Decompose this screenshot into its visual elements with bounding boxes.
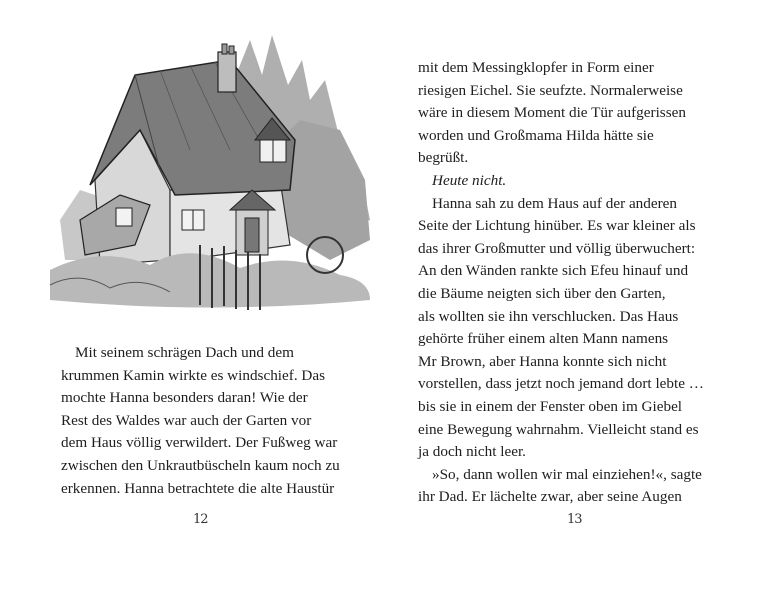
page-number-right: 13 (567, 512, 582, 527)
text-line: Heute nicht. (432, 171, 507, 189)
cottage-illustration (40, 30, 380, 320)
text-line: mochte Hanna besonders daran! Wie der (61, 389, 308, 407)
text-line: Mr Brown, aber Hanna konnte sich nicht (418, 352, 667, 370)
text-line: ja doch nicht leer. (418, 443, 526, 461)
text-line: vorstellen, dass jetzt noch jemand dort lebte … (418, 375, 704, 393)
chimney (218, 44, 236, 92)
text-line: ihr Dad. Er lächelte zwar, aber seine Augen (418, 488, 682, 506)
text-line: zwischen den Unkrautbüscheln kaum noch zu (61, 456, 340, 474)
text-line: riesigen Eichel. Sie seufzte. Normalerweise (418, 81, 683, 99)
text-line: erkennen. Hanna betrachtete die alte Haustür (61, 479, 335, 497)
text-line: Mit seinem schrägen Dach und dem (75, 344, 294, 361)
text-line: bis sie in einem der Fenster oben im Giebel (418, 397, 683, 415)
text-line: eine Bewegung wahrnahm. Vielleicht stand es (418, 420, 699, 438)
text-line: dem Haus völlig verwildert. Der Fußweg war (61, 434, 338, 452)
text-line: die Bäume neigten sich über den Garten, (418, 284, 666, 302)
text-line: als wollten sie ihn verschlucken. Das Haus (418, 307, 679, 325)
text-line: das ihrer Großmutter und völlig überwuchert: (418, 239, 696, 257)
text-line: Rest des Waldes war auch der Garten vor (61, 411, 312, 429)
right-page-text (418, 57, 704, 509)
text-line: wäre in diesem Moment die Tür aufgerissen (418, 104, 686, 122)
text-line: krummen Kamin wirkte es windschief. Das (61, 366, 326, 384)
text-line: Hanna sah zu dem Haus auf der anderen (432, 194, 678, 212)
text-line: mit dem Messingklopfer in Form einer (418, 59, 654, 76)
text-line: worden und Großmama Hilda hätte sie (418, 126, 654, 144)
page-number-left: 12 (193, 512, 208, 527)
text-line: Seite der Lichtung hinüber. Es war kleiner als (418, 217, 696, 235)
text-line: »So, dann wollen wir mal einziehen!«, sagte (432, 465, 702, 483)
text-line: begrüßt. (418, 149, 469, 167)
left-page-text (61, 342, 340, 500)
text-line: gehörte früher einem alten Mann namens (418, 330, 669, 348)
text-line: An den Wänden rankte sich Efeu hinauf und (418, 262, 689, 280)
